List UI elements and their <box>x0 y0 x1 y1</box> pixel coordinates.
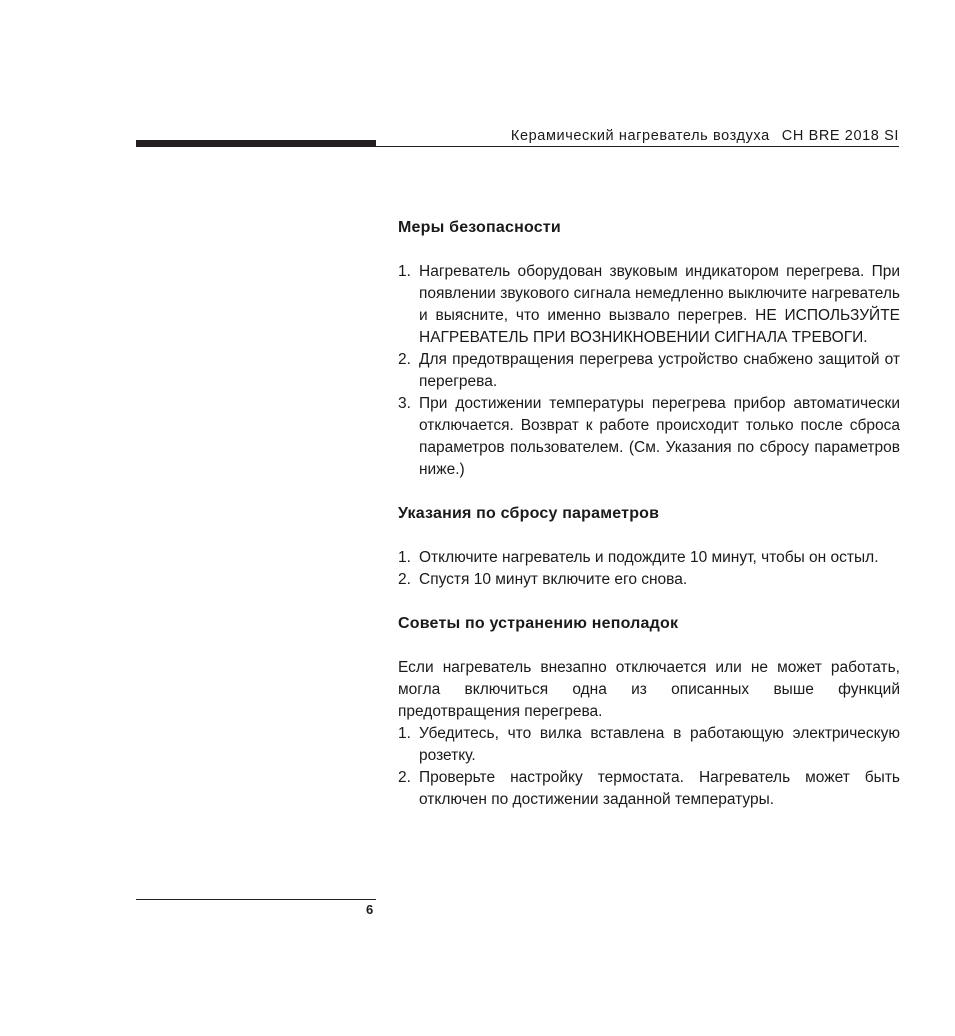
list-item: 1. Нагреватель оборудован звуковым индикатором перегрева. При появлении звукового сигнала немедленно выключите нагреватель и выясните, что именно вызвало перегрев. НЕ ИСПОЛЬЗУЙТЕ НАГРЕВАТЕЛЬ ПРИ ВОЗНИКНОВЕНИИ СИГНАЛА ТРЕВОГИ. <box>398 263 900 346</box>
header-rule <box>376 146 899 147</box>
list-item: 1. Отключите нагреватель и подождите 10 минут, чтобы он остыл. <box>398 549 879 566</box>
header-bar <box>136 140 376 147</box>
section-heading: Указания по сбросу параметров <box>398 505 660 522</box>
list-item: 2. Для предотвращения перегрева устройство снабжено защитой от перегрева. <box>398 351 900 390</box>
list-item: 2. Проверьте настройку термостата. Нагреватель может быть отключен по достижении заданной температуры. <box>398 769 900 808</box>
list-item: 1. Убедитесь, что вилка вставлена в работающую электрическую розетку. <box>398 725 900 764</box>
running-header <box>511 128 899 144</box>
header-model: CH BRE 2018 SI <box>781 128 899 144</box>
list-item: 2. Спустя 10 минут включите его снова. <box>398 571 688 588</box>
header-title: Керамический нагреватель воздуха <box>510 128 770 144</box>
reset-list <box>398 547 900 591</box>
page-number: 6 <box>366 902 374 917</box>
safety-list <box>398 261 900 481</box>
troubleshooting-list <box>398 723 900 811</box>
section-heading: Советы по устранению неполадок <box>398 615 679 632</box>
footer-rule <box>136 899 376 900</box>
section-heading: Меры безопасности <box>398 219 561 236</box>
main-content <box>398 216 900 811</box>
troubleshooting-intro: Если нагреватель внезапно отключается или не может работать, могла включиться одна из описанных выше функций предотвращения перегрева. <box>398 659 900 720</box>
list-item: 3. При достижении температуры перегрева прибор автоматически отключается. Возврат к работе происходит только после сброса параметров пользователем. (См. Указания по сбросу параметров ниже.) <box>398 395 900 478</box>
